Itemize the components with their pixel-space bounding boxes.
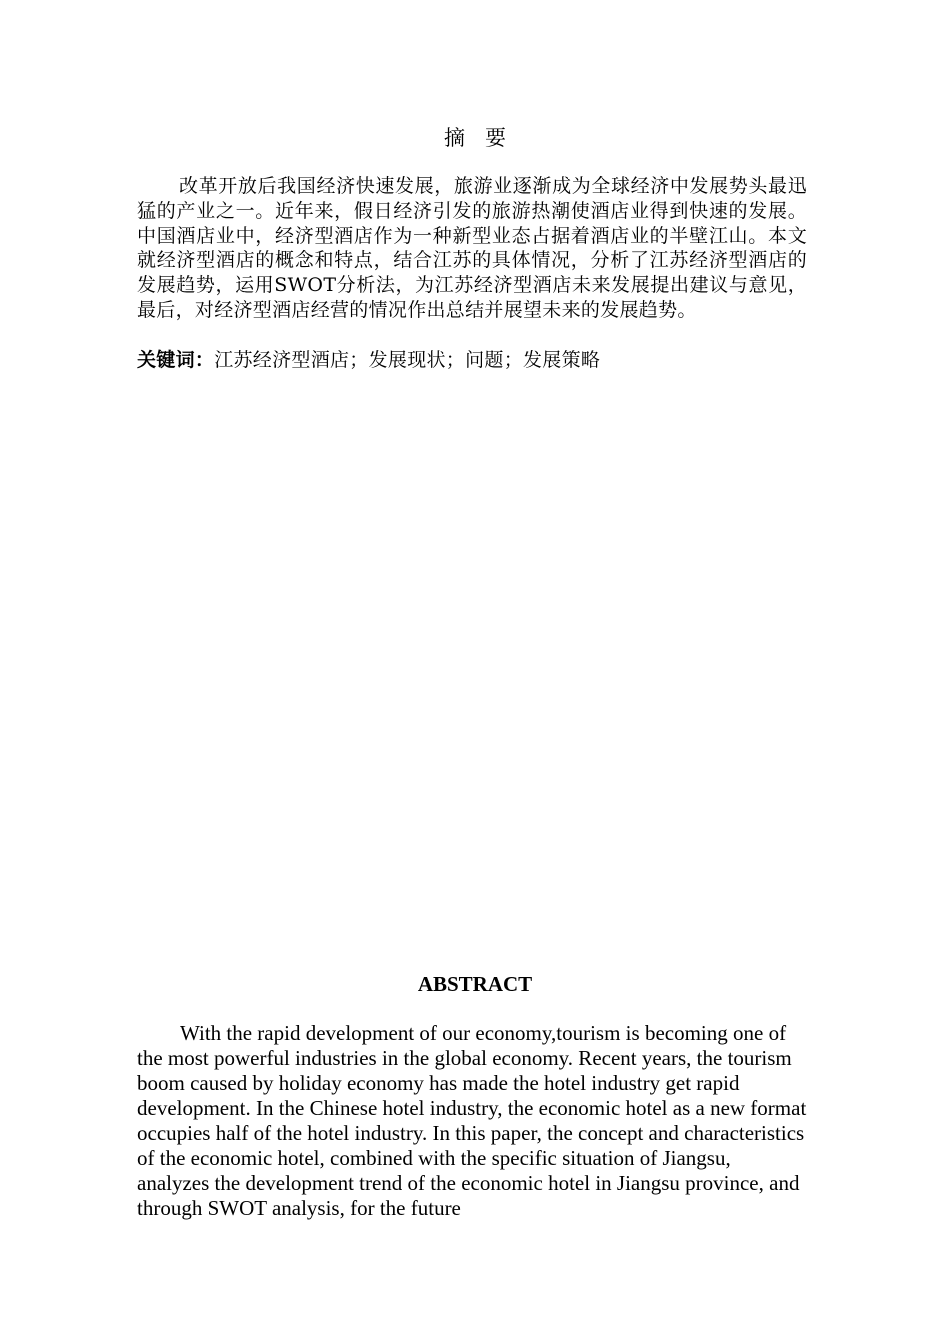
chinese-abstract-body: 改革开放后我国经济快速发展，旅游业逐渐成为全球经济中发展势头最迅猛的产业之一。近年来，假日经济引发的旅游热潮使酒店业得到快速的发展。中国酒店业中，经济型酒店作为一种新型业态占据着酒店业的半壁江山。本文就经济型酒店的概念和特点，结合江苏的具体情况，分析了江苏经济型酒店的发展趋势，运用SWOT分析法，为江苏经济型酒店未来发展提出建议与意见，最后，对经济型酒店经营的情况作出总结并展望未来的发展趋势。 — [137, 175, 807, 321]
english-abstract-body: With the rapid development of our economy,tourism is becoming one of the most powerful industries in the global economy. Recent years, the tourism boom caused by holiday economy has made the hotel industry get rapid development. In the Chinese hotel industry, the economic hotel as a new format occupies half of the hotel industry. In this paper, the concept and characteristics of the economic hotel, combined with the specific situation of Jiangsu, analyzes the development trend of the economic hotel in Jiangsu province, and through SWOT analysis, for the future — [137, 1021, 807, 1220]
keywords-value: 江苏经济型酒店；发展现状；问题；发展策略 — [214, 349, 601, 371]
chinese-abstract-title: 摘要 — [444, 126, 526, 150]
chinese-keywords — [137, 348, 807, 373]
english-abstract-title: ABSTRACT — [417, 972, 533, 996]
keywords-label: 关键词： — [137, 349, 215, 371]
